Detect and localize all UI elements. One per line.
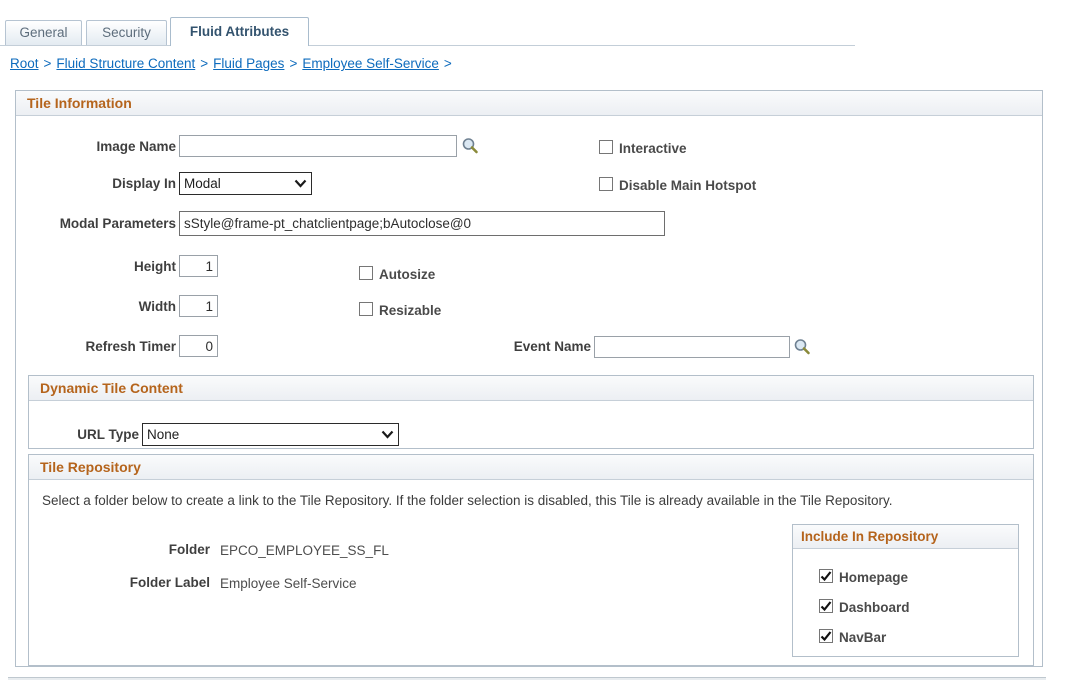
disable-main-hotspot-label: Disable Main Hotspot [619,178,757,193]
tile-information-section [15,90,1043,667]
width-input[interactable] [179,295,218,317]
breadcrumb-separator: > [200,56,209,71]
breadcrumb-separator: > [43,56,52,71]
dashboard-label: Dashboard [839,600,910,615]
navbar-checkbox[interactable] [819,629,833,643]
breadcrumb-link-fluid-structure-content[interactable]: Fluid Structure Content [56,56,196,71]
breadcrumb-link-employee-self-service[interactable]: Employee Self-Service [302,56,439,71]
page-bottom-divider [8,677,1046,680]
autosize-label: Autosize [379,267,436,282]
breadcrumb-link-root[interactable]: Root [10,56,39,71]
modal-parameters-input[interactable] [179,211,665,236]
checkmark-icon [820,570,832,582]
checkmark-icon [820,630,832,642]
height-input[interactable] [179,255,218,277]
folder-label-label: Folder Label [129,575,210,590]
checkmark-icon [820,600,832,612]
interactive-label: Interactive [619,141,687,156]
event-name-input[interactable] [594,336,790,358]
dynamic-tile-content-header: Dynamic Tile Content [29,376,1033,401]
folder-label: Folder [168,542,210,557]
tab-underline [0,45,855,46]
homepage-label: Homepage [839,570,909,585]
event-name-lookup-magnifier-icon[interactable] [793,338,811,356]
url-type-value: None [147,427,180,442]
tile-repository-section [28,454,1034,666]
display-in-select[interactable] [179,172,312,195]
breadcrumb-separator: > [289,56,298,71]
tile-repository-description: Select a folder below to create a link to the Tile Repository. If the folder selection is disabled, this Tile is already available in the Tile Repository. [42,493,893,508]
image-name-label: Image Name [96,139,176,154]
image-name-lookup-magnifier-icon[interactable] [461,137,479,155]
width-label: Width [138,299,176,314]
refresh-timer-label: Refresh Timer [85,339,176,354]
display-in-label: Display In [112,176,176,191]
image-name-input[interactable] [179,135,457,157]
chevron-down-icon [294,179,307,188]
include-in-repository-section [792,524,1019,657]
url-type-select[interactable] [142,423,399,446]
refresh-timer-input[interactable] [179,335,218,357]
tile-information-header: Tile Information [16,91,1042,116]
tile-repository-header: Tile Repository [29,455,1033,480]
breadcrumb [10,56,457,71]
include-in-repository-header: Include In Repository [793,525,1018,549]
resizable-checkbox[interactable] [359,302,373,316]
navbar-label: NavBar [839,630,887,645]
breadcrumb-separator: > [443,56,452,71]
tab-fluid-attributes[interactable]: Fluid Attributes [170,17,309,46]
disable-main-hotspot-checkbox[interactable] [599,177,613,191]
breadcrumb-link-fluid-pages[interactable]: Fluid Pages [213,56,285,71]
height-label: Height [134,259,176,274]
homepage-checkbox[interactable] [819,569,833,583]
folder-value: EPCO_EMPLOYEE_SS_FL [220,543,389,558]
chevron-down-icon [381,430,394,439]
tab-general[interactable]: General [5,20,82,46]
dashboard-checkbox[interactable] [819,599,833,613]
resizable-label: Resizable [379,303,442,318]
url-type-label: URL Type [77,427,139,442]
dynamic-tile-content-section [28,375,1034,449]
modal-parameters-label: Modal Parameters [59,216,176,231]
folder-label-value: Employee Self-Service [220,576,357,591]
autosize-checkbox[interactable] [359,266,373,280]
event-name-label: Event Name [513,339,591,354]
tab-security[interactable]: Security [86,20,167,46]
interactive-checkbox[interactable] [599,140,613,154]
display-in-value: Modal [184,176,221,191]
